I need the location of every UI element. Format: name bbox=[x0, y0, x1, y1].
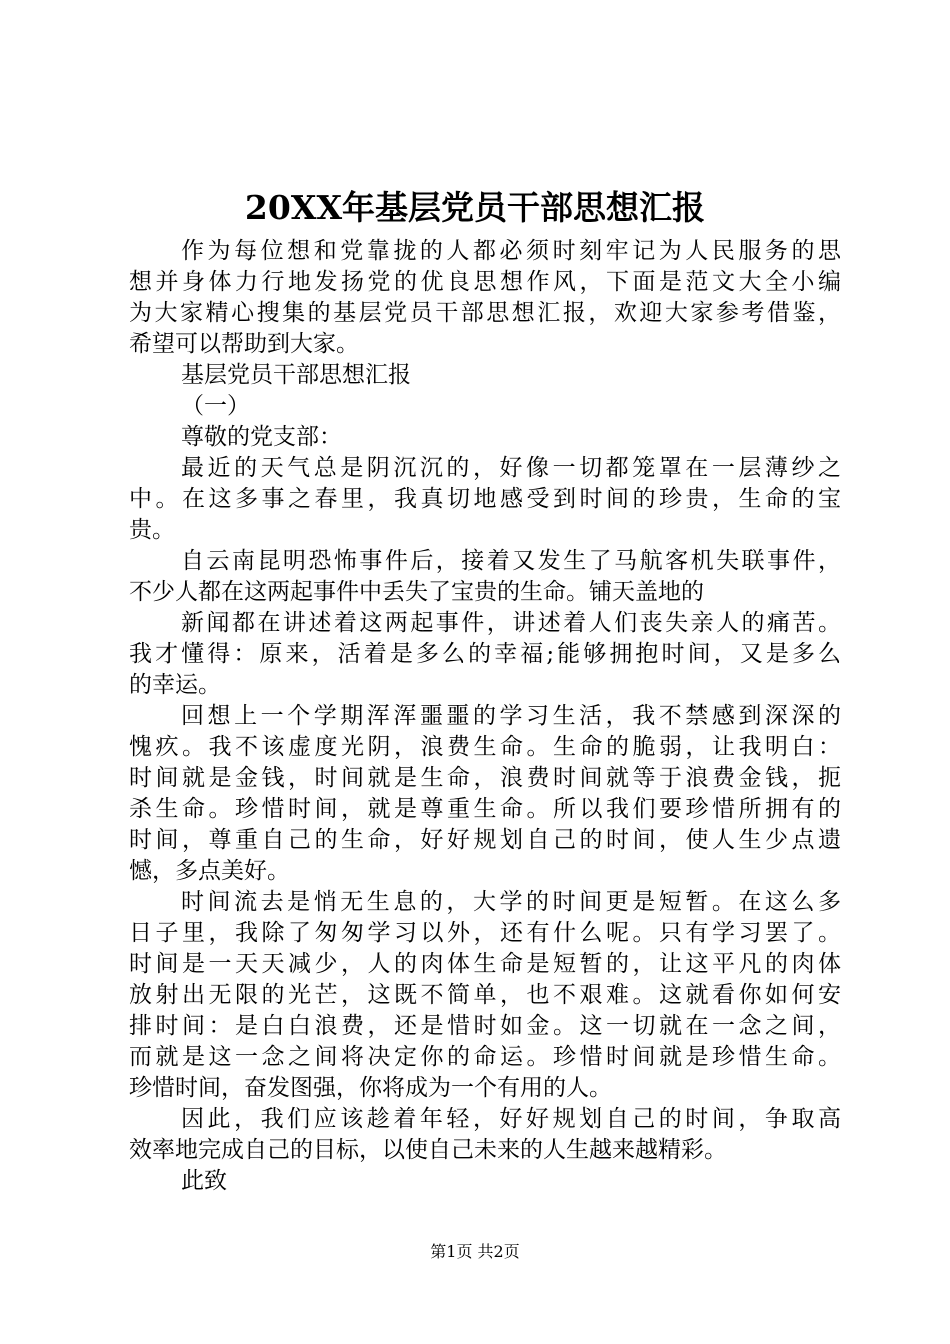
body-line: 尊敬的党支部： bbox=[181, 424, 342, 450]
page-footer: 第1页 共2页 bbox=[430, 1242, 520, 1261]
body-line: 自云南昆明恐怖事件后，接着又发生了马航客机失联事件， bbox=[181, 548, 841, 574]
body-line: 回想上一个学期浑浑噩噩的学习生活，我不禁感到深深的 bbox=[181, 703, 841, 729]
body-line: 新闻都在讲述着这两起事件，讲述着人们丧失亲人的痛苦。 bbox=[181, 610, 841, 636]
body-line: 放射出无限的光芒，这既不简单，也不艰难。这就看你如何安 bbox=[129, 982, 841, 1008]
body-line: 中。在这多事之春里，我真切地感受到时间的珍贵，生命的宝 bbox=[129, 486, 841, 512]
body-line: 基层党员干部思想汇报 bbox=[181, 362, 411, 388]
body-line: 最近的天气总是阴沉沉的，好像一切都笼罩在一层薄纱之 bbox=[181, 455, 841, 481]
body-line: 我才懂得：原来，活着是多么的幸福;能够拥抱时间，又是多么 bbox=[129, 641, 841, 667]
body-line: 为大家精心搜集的基层党员干部思想汇报，欢迎大家参考借鉴， bbox=[129, 300, 841, 326]
body-line: 想并身体力行地发扬党的优良思想作风，下面是范文大全小编 bbox=[129, 269, 841, 295]
body-line: 时间是一天天减少，人的肉体生命是短暂的，让这平凡的肉体 bbox=[129, 951, 841, 977]
body-line: 杀生命。珍惜时间，就是尊重生命。所以我们要珍惜所拥有的 bbox=[129, 796, 841, 822]
body-line: 希望可以帮助到大家。 bbox=[129, 331, 359, 357]
body-line: 憾，多点美好。 bbox=[129, 858, 290, 884]
body-line: 时间流去是悄无生息的，大学的时间更是短暂。在这么多 bbox=[181, 889, 841, 915]
body-line: 珍惜时间，奋发图强，你将成为一个有用的人。 bbox=[129, 1075, 612, 1101]
document-title: 20XX年基层党员干部思想汇报 bbox=[244, 188, 706, 227]
body-line: 愧疚。我不该虚度光阴，浪费生命。生命的脆弱，让我明白： bbox=[129, 734, 841, 760]
body-line: 作为每位想和党靠拢的人都必须时刻牢记为人民服务的思 bbox=[181, 238, 841, 264]
body-line: 的幸运。 bbox=[129, 672, 221, 698]
body-line: （一） bbox=[181, 393, 250, 419]
body-line: 而就是这一念之间将决定你的命运。珍惜时间就是珍惜生命。 bbox=[129, 1044, 841, 1070]
body-line: 效率地完成自己的目标，以使自己未来的人生越来越精彩。 bbox=[129, 1137, 727, 1163]
body-line: 因此，我们应该趁着年轻，好好规划自己的时间，争取高 bbox=[181, 1106, 841, 1132]
body-line: 时间就是金钱，时间就是生命，浪费时间就等于浪费金钱，扼 bbox=[129, 765, 841, 791]
body-line: 贵。 bbox=[129, 517, 175, 543]
body-line: 排时间：是白白浪费，还是惜时如金。这一切就在一念之间， bbox=[129, 1013, 841, 1039]
body-line: 此致 bbox=[181, 1168, 227, 1194]
document-body bbox=[129, 236, 841, 1197]
body-line: 时间，尊重自己的生命，好好规划自己的时间，使人生少点遗 bbox=[129, 827, 841, 853]
body-line: 日子里，我除了匆匆学习以外，还有什么呢。只有学习罢了。 bbox=[129, 920, 841, 946]
body-line: 不少人都在这两起事件中丢失了宝贵的生命。铺天盖地的 bbox=[129, 579, 704, 605]
